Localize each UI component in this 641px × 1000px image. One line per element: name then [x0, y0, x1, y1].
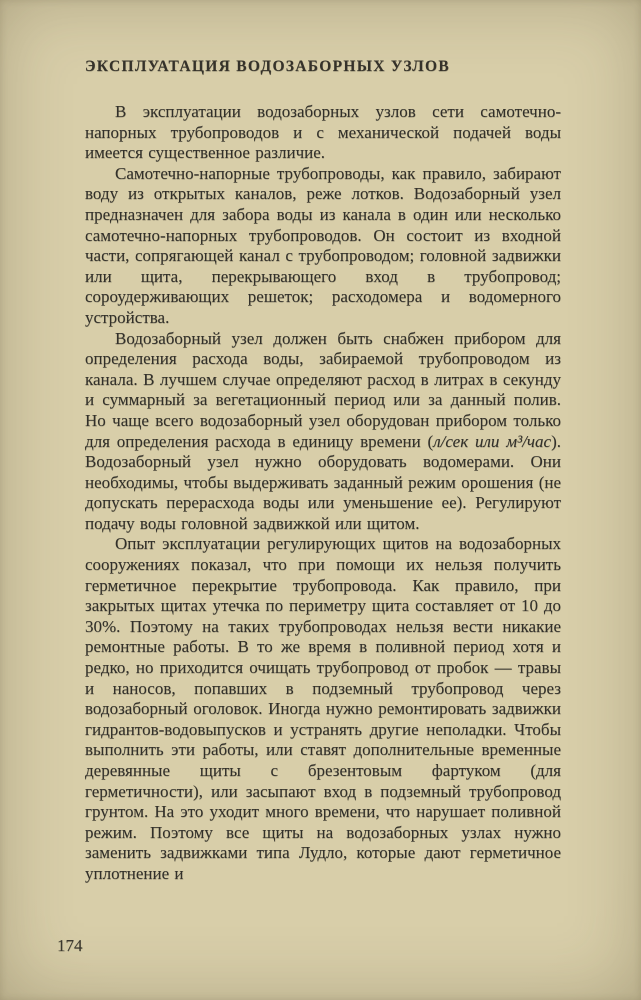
paragraph-intro: В эксплуатации водозаборных узлов сети самотечно-напорных трубопроводов и с механической подачей воды имеется существенное различие.: [85, 102, 561, 163]
paragraph-flow-measurement: [85, 329, 561, 535]
paragraph-flow-measurement-text: Водозаборный узел должен быть снабжен прибором для определения расхода воды, забираемой трубопроводом из канала. В лучшем случае определяют расход в литрах в секунду и суммарный за вегетационный период или за данный полив. Но чаще всего водозаборный узел оборудован прибором только для определения расхода в единицу времени (: [85, 328, 561, 451]
paragraph-gravity-pipelines: Самотечно-напорные трубопроводы, как правило, забирают воду из открытых каналов, реже лотков. Водозаборный узел предназначен для забора воды из канала в один или несколько самотечно-напорных трубопроводов. Он состоит из входной части, сопрягающей канал с трубопроводом; головной задвижки или щита, перекрывающего вход в трубопровод; сороудерживающих решеток; расходомера и водомерного устройства.: [85, 163, 561, 327]
paragraph-flow-measurement-text-cont: ). Водозаборный узел нужно оборудовать водомерами. Они необходимы, чтобы выдерживать заданный режим орошения (не допускать перерасхода воды или уменьшение ее). Регулируют подачу воды головной задвижкой или щитом.: [85, 431, 561, 533]
paragraph-shields-experience: Опыт эксплуатации регулирующих щитов на водозаборных сооружениях показал, что при помощи их нельзя получить герметичное перекрытие трубопровода. Как правило, при закрытых щитах утечка по периметру щита составляет от 10 до 30%. Поэтому на таких трубопроводах нельзя вести никакие ремонтные работы. В то же время в поливной период хотя и редко, но приходится очищать трубопровод от пробок — травы и наносов, попавших в подземный трубопровод через водозаборный оголовок. Иногда нужно ремонтировать задвижки гидрантов-водовыпусков и устранять другие неполадки. Чтобы выполнить эти работы, или ставят дополнительные временные деревянные щиты с брезентовым фартуком (для герметичности), или засыпают вход в подземный трубопровод грунтом. На это уходит много времени, что нарушает поливной режим. Поэтому все щиты на водозаборных узлах нужно заменить задвижками типа Лудло, которые дают герметичное уплотнение и: [85, 534, 561, 883]
page-heading: ЭКСПЛУАТАЦИЯ ВОДОЗАБОРНЫХ УЗЛОВ: [85, 58, 450, 75]
paragraph-flow-measurement-units-italic: л/сек или м³/час: [433, 431, 552, 451]
page-number: 174: [57, 936, 83, 955]
text-column: [85, 58, 561, 885]
